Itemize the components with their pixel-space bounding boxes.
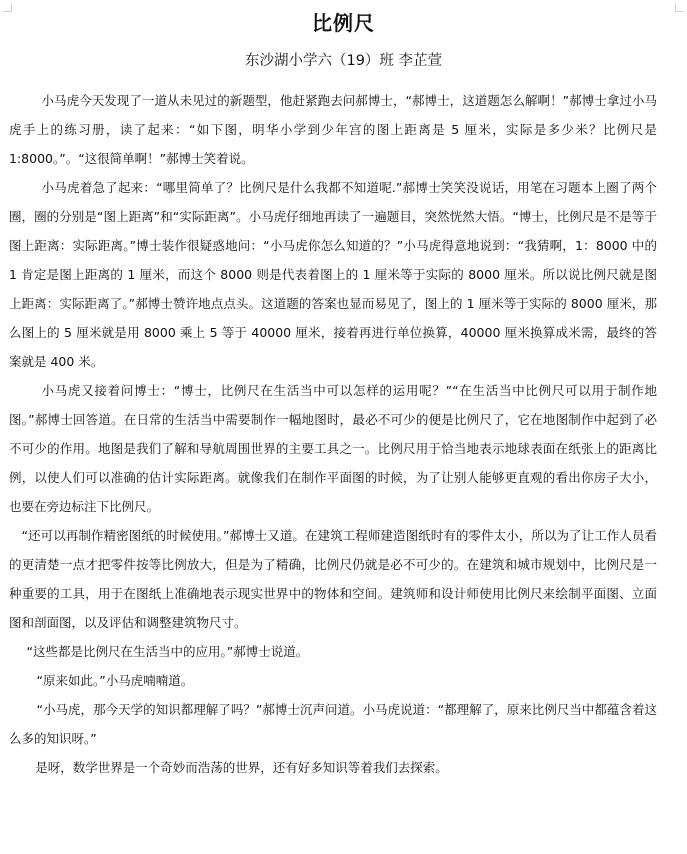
paragraph-6: “原来如此。”小马虎喃喃道。	[36, 673, 194, 688]
paragraph-1: 小马虎今天发现了一道从未见过的新题型，他赶紧跑去问郝博士，“郝博士，这道题怎么解啊！”郝博士拿过小马虎手上的练习册，读了起来：“如下图，明华小学到少年宫的图上距离是 5 厘米，实际是多少米？比例尺是 1:8000。”。“这很简单啊！”郝博士笑着说。	[9, 93, 657, 166]
paragraph-5: “这些都是比例尺在生活当中的应用。”郝博士说道。	[26, 644, 309, 659]
document-title: 比例尺	[312, 11, 375, 35]
paragraph-4: “还可以再制作精密图纸的时候使用。”郝博士又道。在建筑工程师建造图纸时有的零件太小，所以为了让工作人员看的更清楚一点才把零件按等比例放大，但是为了精确，比例尺仍就是必不可少的。在建筑和城市规划中，比例尺是一种重要的工具，用于在图纸上准确地表示现实世界中的物体和空间。建筑师和设计师使用比例尺来绘制平面图、立面图和剖面图，以及评估和调整建筑物尺寸。	[9, 528, 657, 630]
paragraph-2: 小马虎着急了起来：“哪里简单了？比例尺是什么我都不知道呢.”郝博士笑笑没说话，用笔在习题本上圈了两个圈，圈的分别是“图上距离”和“实际距离”。小马虎仔细地再读了一遍题目，突然恍然大悟。“博士，比例尺是不是等于图上距离：实际距离。”博士装作很疑惑地问：“小马虎你怎么知道的？”小马虎得意地说到：“我猜啊，1：8000 中的 1 肯定是图上距离的 1 厘米，而这个 8000 则是代表着图上的 1 厘米等于实际的 8000 厘米。所以说比例尺就是图上距离：实际距离了。”郝博士赞许地点点头。这道题的答案也显而易见了，图上的 1 厘米等于实际的 8000 厘米，那么图上的 5 厘米就是用 8000 乘上 5 等于 40000 厘米，接着再进行单位换算，40000 厘米换算成米需，最终的答案就是 400 米。	[9, 180, 657, 369]
author-line: 东沙湖小学六（19）班 李芷萱	[244, 53, 443, 69]
paragraph-7: “小马虎，那今天学的知识都理解了吗？”郝博士沉声问道。小马虎说道：“都理解了，原来比例尺当中都蕴含着这么多的知识呀。”	[9, 702, 657, 746]
document-body	[9, 86, 657, 782]
paragraph-3: 小马虎又接着问博士：“博士，比例尺在生活当中可以怎样的运用呢？”“在生活当中比例尺可以用于制作地图。”郝博士回答道。在日常的生活当中需要制作一幅地图时，最必不可少的便是比例尺了，它在地图制作中起到了必不可少的作用。地图是我们了解和导航周围世界的主要工具之一。比例尺用于恰当地表示地球表面在纸张上的距离比例，以使人们可以准确的估计实际距离。就像我们在制作平面图的时候，为了让别人能够更直观的看出你房子大小，也要在旁边标注下比例尺。	[9, 383, 657, 514]
paragraph-8: 是呀，数学世界是一个奇妙而浩荡的世界，还有好多知识等着我们去探索。	[35, 760, 448, 775]
